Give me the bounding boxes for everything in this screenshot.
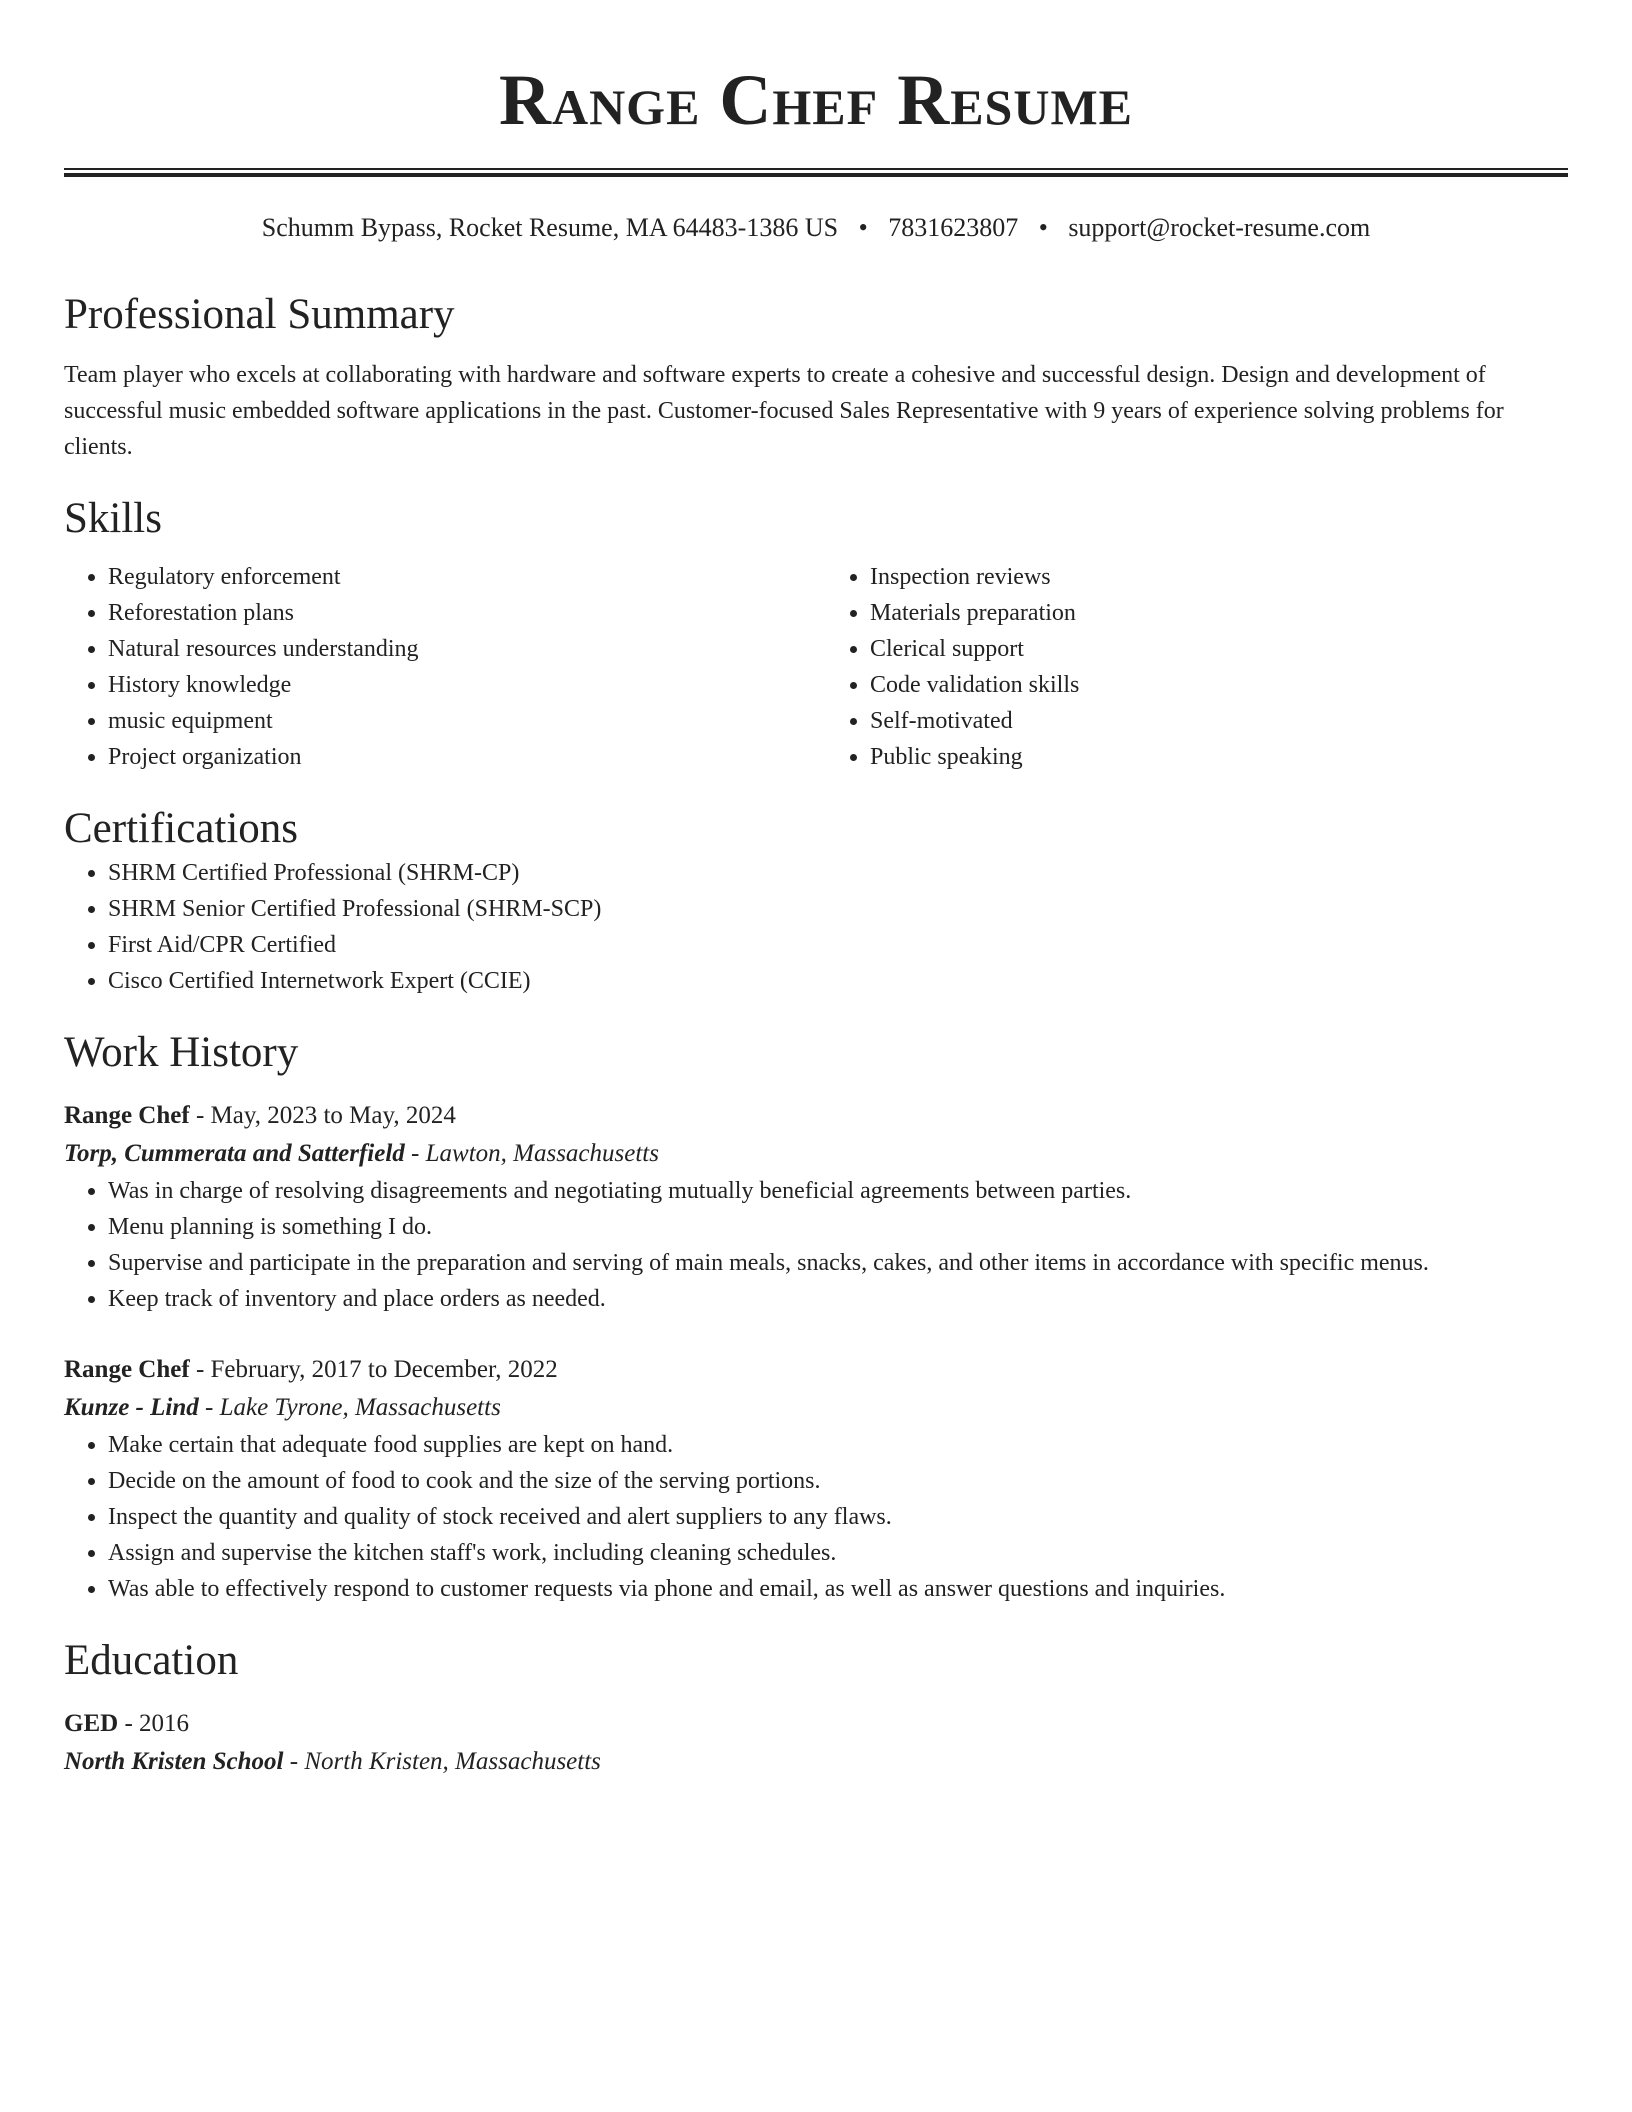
- job-title-line: [64, 1097, 1568, 1135]
- skill-item: • History knowledge: [108, 667, 806, 703]
- job-duty-item: • Decide on the amount of food to cook and the size of the serving portions.: [108, 1463, 1568, 1499]
- resume-title: Range Chef Resume: [498, 60, 1134, 140]
- education-degree-line: [64, 1705, 1568, 1743]
- job-company: Kunze - Lind: [64, 1394, 199, 1421]
- job-location: - Lawton, Massachusetts: [404, 1140, 659, 1167]
- skill-item: • Self-motivated: [870, 703, 1568, 739]
- skill-item: • Inspection reviews: [870, 559, 1568, 595]
- education-location: - North Kristen, Massachusetts: [283, 1748, 601, 1775]
- education-entry: [64, 1705, 1568, 1781]
- skills-grid: [64, 559, 1568, 775]
- job-duty-item: • Keep track of inventory and place orders as needed.: [108, 1281, 1568, 1317]
- contact-email: support@rocket-resume.com: [1068, 213, 1371, 242]
- job-duty-item: • Inspect the quantity and quality of stock received and alert suppliers to any flaws.: [108, 1499, 1568, 1535]
- job-duty-item: • Was able to effectively respond to customer requests via phone and email, as well as answer questions and inquiries.: [108, 1571, 1568, 1607]
- certifications-list: [64, 855, 1568, 999]
- skill-item: • music equipment: [108, 703, 806, 739]
- job-duty-item: • Make certain that adequate food supplies are kept on hand.: [108, 1427, 1568, 1463]
- education-year: - 2016: [118, 1710, 190, 1737]
- certification-item: • SHRM Certified Professional (SHRM-CP): [108, 855, 1568, 891]
- job-role: Range Chef: [64, 1356, 190, 1383]
- summary-text: Team player who excels at collaborating with hardware and software experts to create a cohesive and successful design. Design and development of successful music embedded software applications in the past. Customer-focused Sales Representative with 9 years of experience solving problems for clients.: [64, 362, 1504, 460]
- certification-item: • Cisco Certified Internetwork Expert (CCIE): [108, 963, 1568, 999]
- skill-item: • Natural resources understanding: [108, 631, 806, 667]
- job-role: Range Chef: [64, 1102, 190, 1129]
- education-school: North Kristen School: [64, 1748, 284, 1775]
- job-title-line: [64, 1351, 1568, 1389]
- skill-item: • Reforestation plans: [108, 595, 806, 631]
- skills-heading: Skills: [64, 495, 162, 542]
- skill-item: • Materials preparation: [870, 595, 1568, 631]
- job-duty-item: • Menu planning is something I do.: [108, 1209, 1568, 1245]
- skills-list-left: [64, 559, 806, 775]
- skills-column-right: [826, 559, 1568, 775]
- contact-separator: •: [1038, 213, 1048, 242]
- job-company: Torp, Cummerata and Satterfield: [64, 1140, 405, 1167]
- job-employer-line: [64, 1135, 1568, 1173]
- job-duty-item: • Assign and supervise the kitchen staff's work, including cleaning schedules.: [108, 1535, 1568, 1571]
- education-degree: GED: [64, 1710, 119, 1737]
- job-duty-item: • Was in charge of resolving disagreements and negotiating mutually beneficial agreements between parties.: [108, 1173, 1568, 1209]
- skills-list-right: [826, 559, 1568, 775]
- job-employer-line: [64, 1389, 1568, 1427]
- contact-phone: 7831623807: [888, 213, 1019, 242]
- certifications-heading: Certifications: [64, 805, 299, 852]
- certification-item: • SHRM Senior Certified Professional (SHRM-SCP): [108, 891, 1568, 927]
- job-entry: [64, 1351, 1568, 1607]
- skill-item: • Code validation skills: [870, 667, 1568, 703]
- contact-line: [64, 211, 1568, 245]
- skill-item: • Project organization: [108, 739, 806, 775]
- contact-address: Schumm Bypass, Rocket Resume, MA 64483-1386 US: [261, 213, 839, 242]
- job-duties-list: [64, 1427, 1568, 1607]
- skill-item: • Clerical support: [870, 631, 1568, 667]
- certification-item: • First Aid/CPR Certified: [108, 927, 1568, 963]
- skills-column-left: [64, 559, 806, 775]
- job-entry: [64, 1097, 1568, 1317]
- job-location: - Lake Tyrone, Massachusetts: [198, 1394, 501, 1421]
- contact-separator: •: [858, 213, 868, 242]
- summary-heading: Professional Summary: [64, 291, 455, 338]
- job-duty-item: • Supervise and participate in the preparation and serving of main meals, snacks, cakes, and other items in accordance with specific menus.: [108, 1245, 1568, 1281]
- job-dates: - May, 2023 to May, 2024: [189, 1102, 456, 1129]
- job-dates: - February, 2017 to December, 2022: [189, 1356, 558, 1383]
- work-history-heading: Work History: [64, 1029, 299, 1076]
- education-school-line: [64, 1743, 1568, 1781]
- skill-item: • Public speaking: [870, 739, 1568, 775]
- job-duties-list: [64, 1173, 1568, 1317]
- education-heading: Education: [64, 1637, 239, 1684]
- title-divider: [64, 168, 1568, 177]
- skill-item: • Regulatory enforcement: [108, 559, 806, 595]
